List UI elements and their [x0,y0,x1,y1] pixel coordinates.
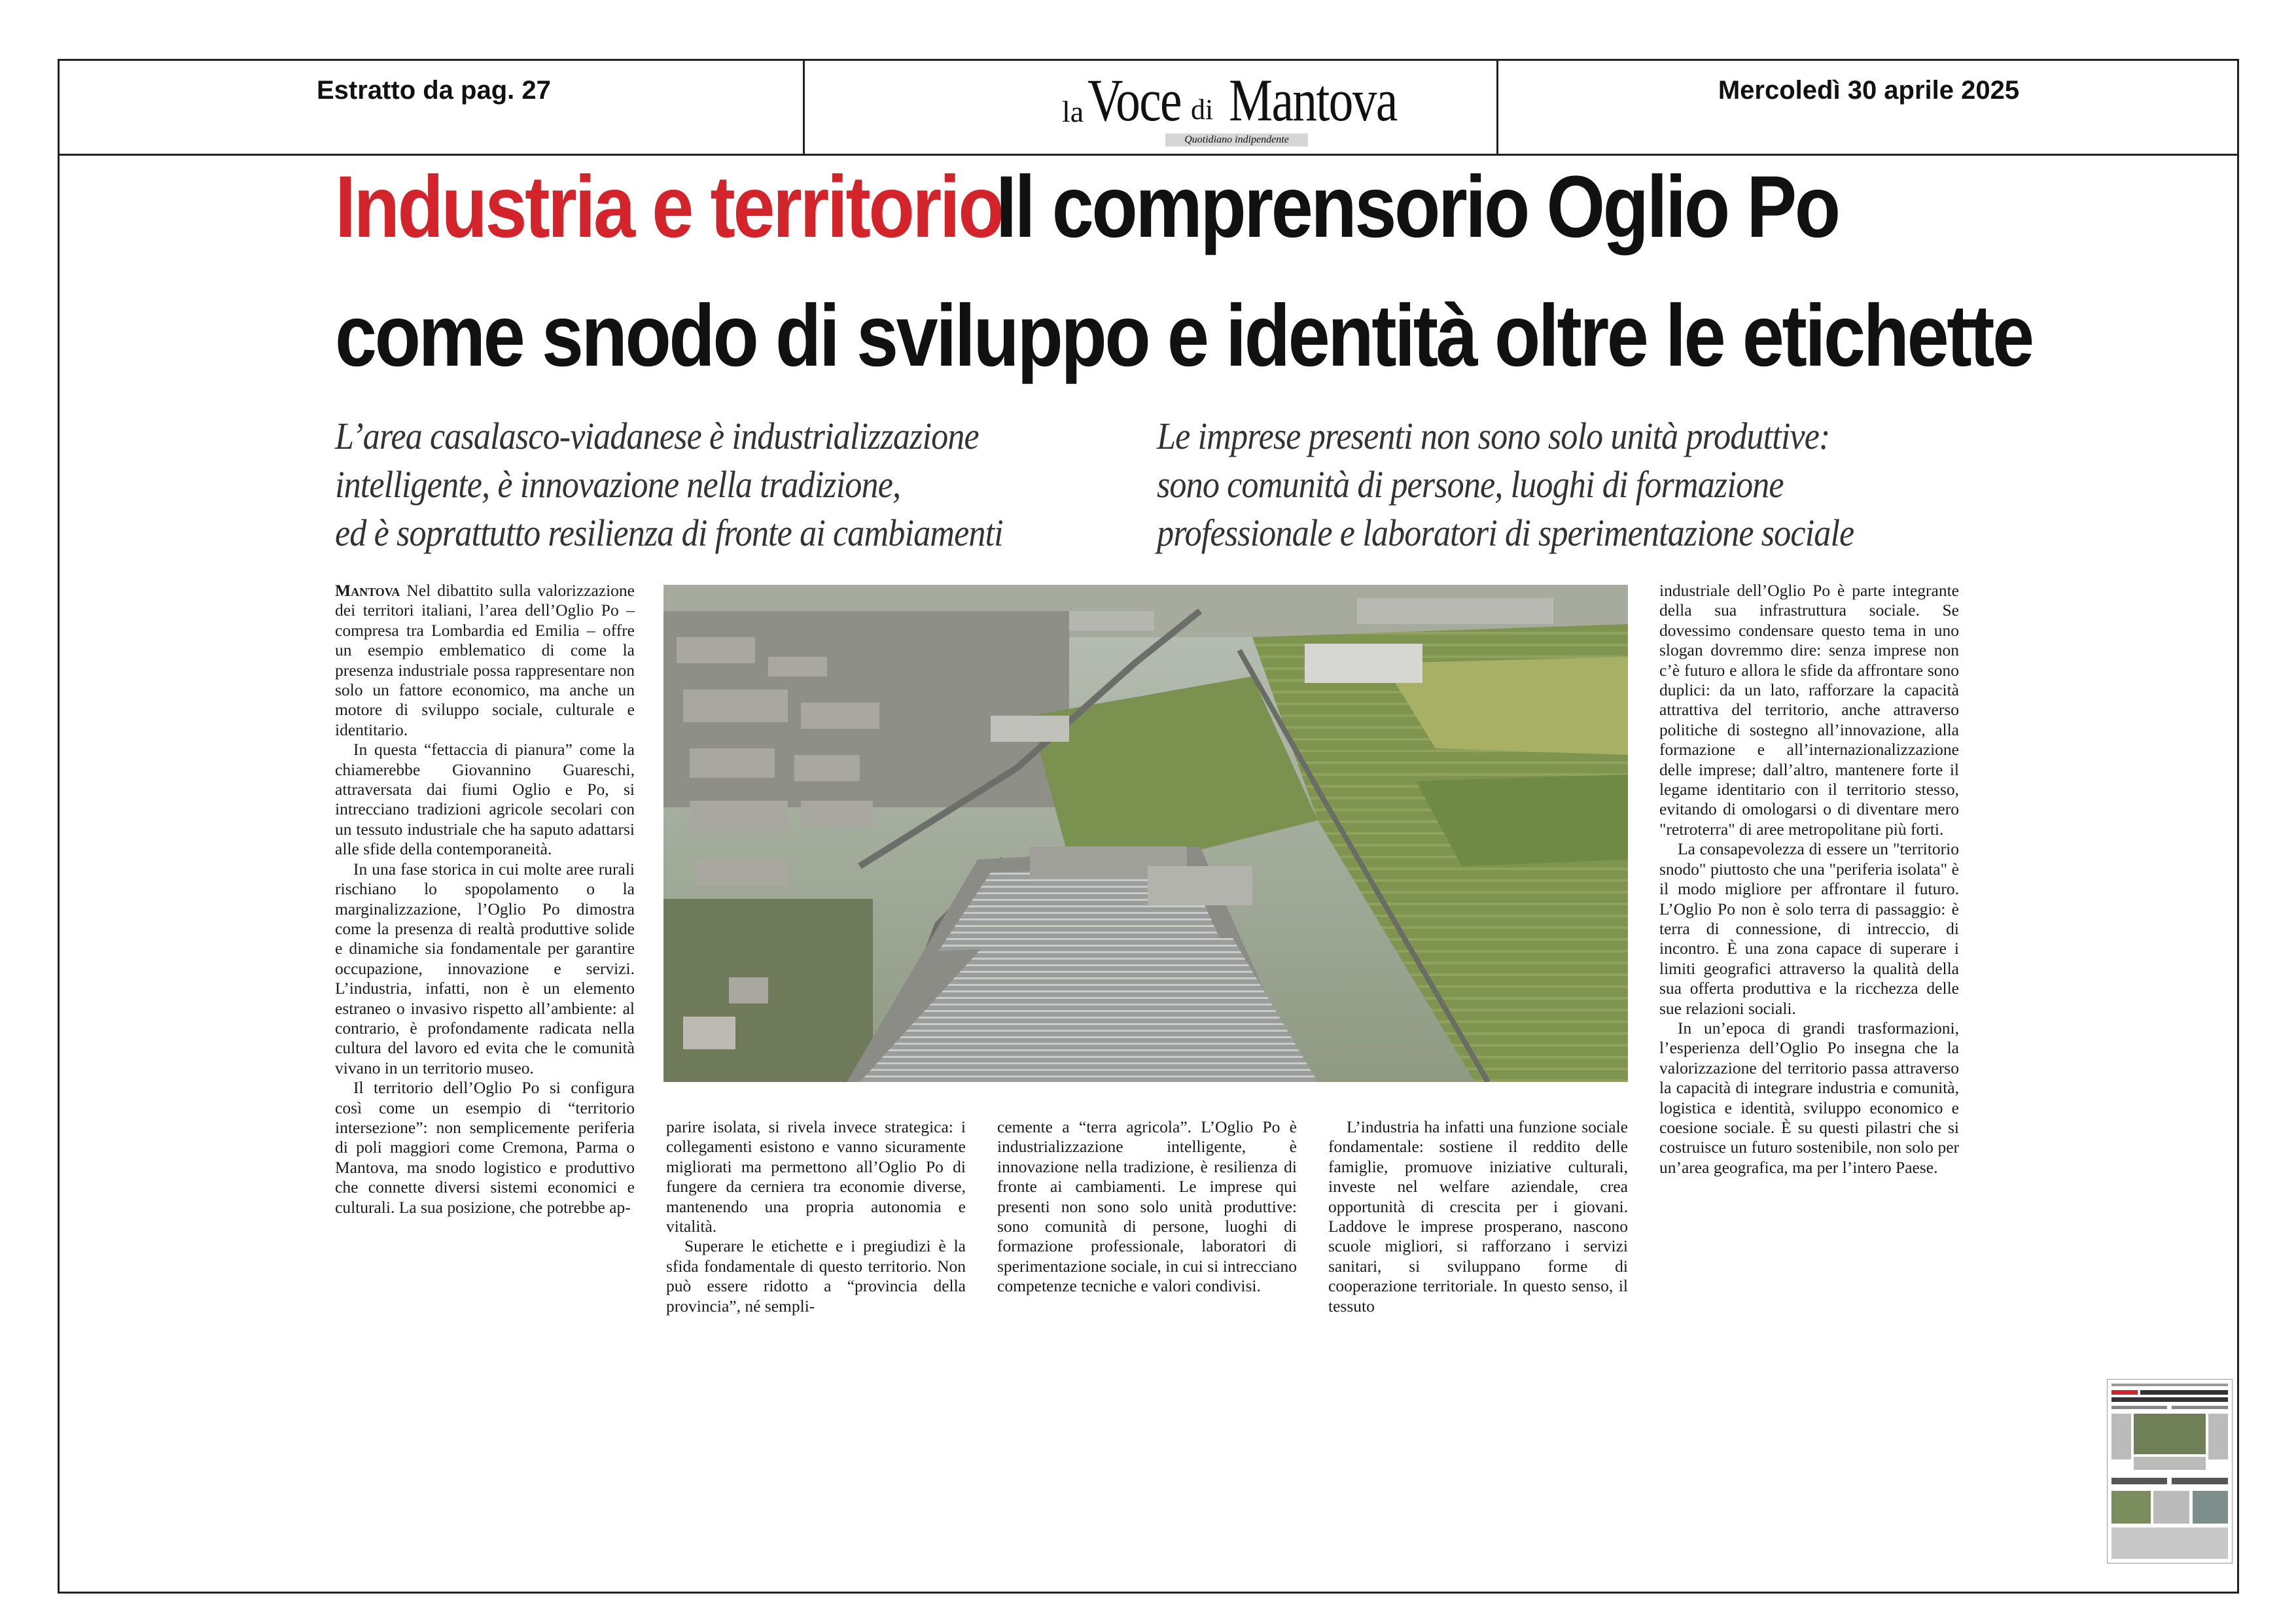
newspaper-logo [805,64,1496,149]
logo-word-voce: Voce [1087,67,1181,133]
headline-title-part-2: come snodo di sviluppo e identità oltre le etichette [335,287,2032,385]
aerial-industrial-photo [663,585,1628,1082]
deck-right-line: professionale e laboratori di sperimentazione sociale [1157,512,1854,554]
deck-left-line: ed è soprattutto resilienza di fronte ai cambiamenti [335,512,1003,554]
article-paragraph: cemente a “terra agricola”. L’Oglio Po è industrializzazione intelligente, è innovazione nella tradizione, è resilienza di fronte ai cambiamenti. Le imprese qui presenti non sono solo unità produttive: sono comunità di persone, luoghi di formazione professionale, laboratori di sperimentazione sociale, in cui si intrecciano competenze tecniche e valori condivisi. [997,1117,1297,1296]
article-column-3 [997,1117,1297,1297]
deck-right-line: Le imprese presenti non sono solo unità produttive: [1157,415,1830,457]
paragraph-text: Nel dibattito sulla valorizzazione dei territori italiani, l’area dell’Oglio Po – compresa tra Lombardia ed Emilia – offre un esempio emblematico di come la presenza industriale possa rappresentare non solo un fattore economico, ma anche un motore di sviluppo sociale, culturale e identitario. [335,581,635,739]
dateline: Mantova [335,581,400,600]
article-paragraph: In questa “fettaccia di pianura” come la chiamerebbe Giovannino Guareschi, attraversata dai fiumi Oglio e Po, si intrecciano tradizioni agricole secolari con un tessuto industriale che ha saputo adattarsi alle sfide della contemporaneità. [335,740,635,859]
header-left-cell [58,59,805,154]
page-extract-label: Estratto da pag. 27 [317,76,551,105]
logo-word-di: di [1191,94,1214,126]
deck-right-line: sono comunità di persone, luoghi di formazione [1157,463,1784,506]
headline-title-part-1: Il comprensorio Oglio Po [996,158,1839,256]
header-logo-cell [805,59,1498,154]
publication-date: Mercoledì 30 aprile 2025 [1718,76,2020,105]
logo-word-mantova: Mantova [1229,67,1397,133]
page-thumbnail [2107,1379,2233,1563]
article-paragraph: In un’epoca di grandi trasformazioni, l’esperienza dell’Oglio Po insegna che la valorizzazione del territorio passa attraverso la capacità di integrare industria e comunità, logistica e identità, sviluppo economico e coesione sociale. È su questi pilastri che si costruisce un futuro sostenibile, non solo per un’area geografica, ma per l’intero Paese. [1659,1018,1959,1177]
article-column-5 [1659,581,1959,1178]
logo-word-la: la [1062,95,1084,128]
logo-tagline: Quotidiano indipendente [1165,133,1308,147]
article-paragraph: industriale dell’Oglio Po è parte integrante della sua infrastruttura sociale. Se dovessimo condensare questo tema in uno slogan dovremmo dire: senza imprese non c’è futuro e allora le sfide da affrontare sono duplici: da un lato, rafforzare la capacità attrattiva del territorio, anche attraverso politiche di sostegno all’innovazione, alla formazione e all’internazionalizzazione delle imprese; dall’altro, mantenere forte il legame identitario con il territorio stesso, evitando di omologarsi o di diventare mero "retroterra" di aree metropolitane più forti. [1659,581,1959,839]
article-paragraph: La consapevolezza di essere un "territorio snodo" piuttosto che una "periferia isolata" è il modo migliore per affrontare il futuro. L’Oglio Po non è solo terra di passaggio: è terra di connessione, di intreccio, di incontro. È una zona capace di superare i limiti geografici attraverso la qualità della sua offerta produttiva e la ricchezza delle sue relazioni sociali. [1659,839,1959,1018]
page-header [58,59,2239,156]
deck-left-line: L’area casalasco-viadanese è industrializzazione [335,415,979,457]
headline-line-1 [335,158,2036,256]
headline-line-2 [335,287,2036,385]
deck-left [335,412,1146,557]
article-column-2 [666,1117,966,1316]
article-paragraph: L’industria ha infatti una funzione sociale fondamentale: sostiene il reddito delle famiglie, promuove iniziative culturali, investe nel welfare aziendale, crea opportunità di crescita per i giovani. Laddove le imprese prosperano, nascono scuole migliori, si rafforzano i servizi sanitari, si sviluppano forme di cooperazione territoriale. In questo senso, il tessuto [1328,1117,1628,1316]
headline-kicker: Industria e territorio [335,158,1002,256]
article-paragraph: Il territorio dell’Oglio Po si configura così come un esempio di “territorio intersezione”: non semplicemente periferia di poli maggiori come Cremona, Parma o Mantova, ma snodo logistico e produttivo che connette diversi sistemi economici e culturali. La sua posizione, che potrebbe ap- [335,1078,635,1217]
article-paragraph: parire isolata, si rivela invece strategica: i collegamenti esistono e vanno sicuramente migliorati ma permettono all’Oglio Po di fungere da cerniera tra economie diverse, mantenendo una propria autonomia e vitalità. [666,1117,966,1236]
deck-left-line: intelligente, è innovazione nella tradizione, [335,463,901,506]
header-right-cell [1498,59,2239,154]
deck-right [1157,412,2007,557]
article-paragraph: Superare le etichette e i pregiudizi è la sfida fondamentale di questo territorio. Non può essere ridotto a “provincia della provincia”, né sempli- [666,1236,966,1316]
article-column-4 [1328,1117,1628,1316]
article-paragraph: In una fase storica in cui molte aree rurali rischiano lo spopolamento o la marginalizzazione, l’Oglio Po dimostra come la presenza di realtà produttive solide e dinamiche sia fondamentale per garantire occupazione, innovazione e servizi. L’industria, infatti, non è un elemento estraneo o invasivo rispetto all’ambiente: al contrario, è profondamente radicata nella cultura del lavoro ed evita che le comunità vivano in un territorio museo. [335,859,635,1077]
article-column-1 [335,581,635,1217]
article-paragraph [335,581,635,740]
